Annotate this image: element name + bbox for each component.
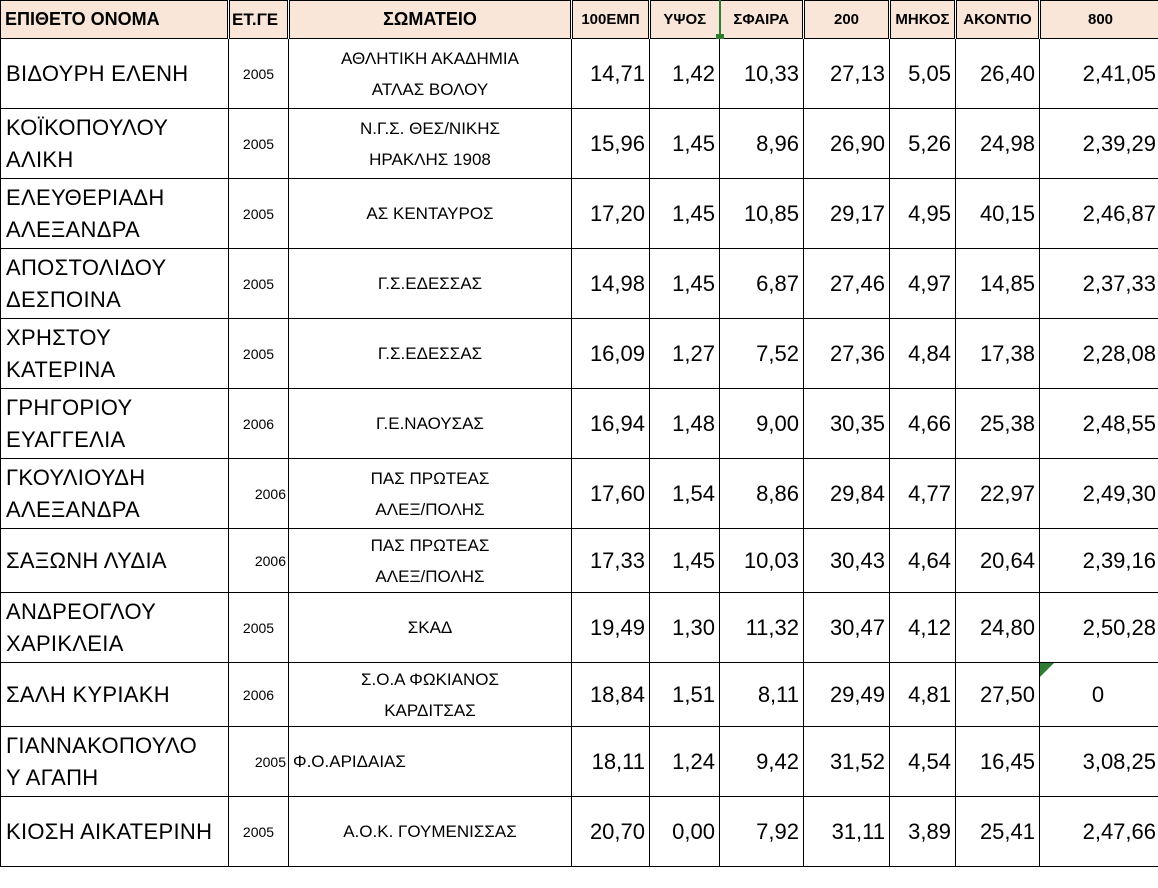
cell-800m[interactable]: 2,47,66: [1040, 797, 1158, 867]
club-line: ΠΑΣ ΠΡΩΤΕΑΣ: [370, 468, 490, 488]
header-100m-hurdles[interactable]: 100ΕΜΠ: [572, 1, 650, 39]
cell-200m[interactable]: 30,43: [804, 529, 890, 593]
name-line: ΓΚΟΥΛΙΟΥΔΗ: [6, 464, 146, 490]
header-club[interactable]: ΣΩΜΑΤΕΙΟ: [289, 1, 572, 39]
header-high-jump[interactable]: ΥΨΟΣ: [650, 1, 720, 39]
cell-long-jump[interactable]: 4,84: [890, 319, 956, 389]
cell-800m[interactable]: 2,46,87: [1040, 179, 1158, 249]
cell-200m[interactable]: 31,52: [804, 727, 890, 797]
club-line: ΗΡΑΚΛΗΣ 1908: [369, 149, 491, 169]
cell-800m[interactable]: 2,48,55: [1040, 389, 1158, 459]
cell-800m[interactable]: 2,28,08: [1040, 319, 1158, 389]
cell-long-jump[interactable]: 4,12: [890, 593, 956, 663]
cell-club[interactable]: [289, 179, 572, 249]
cell-high-jump[interactable]: 1,48: [650, 389, 720, 459]
header-year[interactable]: ΕΤ.ΓΕ: [229, 1, 289, 39]
cell-long-jump[interactable]: 4,95: [890, 179, 956, 249]
club-line: ΑΛΕΞ/ΠΟΛΗΣ: [375, 566, 485, 586]
cell-200m[interactable]: 29,49: [804, 663, 890, 727]
cell-200m[interactable]: 27,36: [804, 319, 890, 389]
cell-club[interactable]: [289, 663, 572, 727]
cell-200m[interactable]: 30,47: [804, 593, 890, 663]
header-200m[interactable]: 200: [804, 1, 890, 39]
cell-athlete-name[interactable]: [1, 249, 229, 319]
table-row: [1, 529, 1158, 593]
name-line: ΑΝΔΡΕΟΓΛΟΥ: [6, 598, 157, 624]
cell-long-jump[interactable]: 4,81: [890, 663, 956, 727]
cell-club[interactable]: [289, 39, 572, 109]
cell-athlete-name[interactable]: [1, 727, 229, 797]
cell-high-jump[interactable]: 1,45: [650, 109, 720, 179]
table-row: [1, 663, 1158, 727]
cell-high-jump[interactable]: 1,45: [650, 249, 720, 319]
selection-fill-handle[interactable]: [716, 34, 724, 39]
cell-athlete-name[interactable]: [1, 319, 229, 389]
cell-high-jump[interactable]: 1,27: [650, 319, 720, 389]
cell-athlete-name[interactable]: [1, 179, 229, 249]
results-body: [1, 39, 1158, 867]
cell-long-jump[interactable]: 4,64: [890, 529, 956, 593]
cell-high-jump[interactable]: 1,42: [650, 39, 720, 109]
cell-javelin[interactable]: 14,85: [956, 249, 1040, 319]
cell-club[interactable]: [289, 593, 572, 663]
cell-long-jump[interactable]: 5,05: [890, 39, 956, 109]
cell-athlete-name[interactable]: [1, 663, 229, 727]
cell-javelin[interactable]: 17,38: [956, 319, 1040, 389]
cell-long-jump[interactable]: 5,26: [890, 109, 956, 179]
name-line: ΑΛΕΞΑΝΔΡΑ: [6, 216, 141, 242]
cell-long-jump[interactable]: 4,77: [890, 459, 956, 529]
cell-birth-year[interactable]: 2005: [229, 727, 289, 797]
cell-athlete-name[interactable]: [1, 593, 229, 663]
header-shot-put[interactable]: ΣΦΑΙΡΑ: [720, 1, 804, 39]
cell-athlete-name[interactable]: [1, 109, 229, 179]
club-line: Ν.Γ.Σ. ΘΕΣ/ΝΙΚΗΣ: [359, 118, 501, 138]
header-row: [1, 1, 1158, 39]
club-line: ΠΑΣ ΠΡΩΤΕΑΣ: [370, 535, 490, 555]
club-line: Φ.Ο.ΑΡΙΔΑΙΑΣ: [293, 752, 406, 771]
cell-200m[interactable]: 26,90: [804, 109, 890, 179]
table-row: [1, 319, 1158, 389]
table-row: [1, 727, 1158, 797]
cell-club[interactable]: [289, 727, 572, 797]
cell-birth-year[interactable]: 2005: [229, 249, 289, 319]
cell-value: 0: [1091, 681, 1105, 707]
cell-club[interactable]: [289, 797, 572, 867]
name-line: ΧΑΡΙΚΛΕΙΑ: [6, 630, 124, 656]
name-line: ΓΡΗΓΟΡΙΟΥ: [6, 394, 133, 420]
cell-birth-year[interactable]: 2006: [229, 529, 289, 593]
club-line: Γ.Σ.ΕΔΕΣΣΑΣ: [377, 344, 483, 363]
cell-club[interactable]: [289, 249, 572, 319]
cell-200m[interactable]: 29,17: [804, 179, 890, 249]
cell-high-jump[interactable]: 1,51: [650, 663, 720, 727]
cell-javelin[interactable]: 20,64: [956, 529, 1040, 593]
cell-long-jump[interactable]: 4,66: [890, 389, 956, 459]
cell-birth-year[interactable]: 2005: [229, 797, 289, 867]
cell-athlete-name[interactable]: [1, 39, 229, 109]
name-line: ΚΟΪΚΟΠΟΥΛΟΥ: [6, 114, 169, 140]
cell-club[interactable]: [289, 319, 572, 389]
table-row: [1, 39, 1158, 109]
cell-high-jump[interactable]: 1,45: [650, 179, 720, 249]
cell-800m[interactable]: 2,37,33: [1040, 249, 1158, 319]
club-line: Γ.Σ.ΕΔΕΣΣΑΣ: [377, 274, 483, 293]
cell-long-jump[interactable]: 4,54: [890, 727, 956, 797]
cell-birth-year[interactable]: 2006: [229, 459, 289, 529]
club-line: ΑΤΛΑΣ ΒΟΛΟΥ: [371, 79, 489, 99]
club-line: ΚΑΡΔΙΤΣΑΣ: [384, 700, 476, 720]
table-row: [1, 179, 1158, 249]
cell-club[interactable]: [289, 459, 572, 529]
cell-shot-put[interactable]: 7,52: [720, 319, 804, 389]
header-name[interactable]: ΕΠΙΘΕΤΟ ΟΝΟΜΑ: [1, 1, 229, 39]
cell-shot-put[interactable]: 8,11: [720, 663, 804, 727]
name-line: ΑΛΙΚΗ: [6, 146, 74, 172]
cell-100m-hurdles[interactable]: 19,49: [572, 593, 650, 663]
cell-high-jump[interactable]: 0,00: [650, 797, 720, 867]
cell-100m-hurdles[interactable]: 17,20: [572, 179, 650, 249]
cell-shot-put[interactable]: 9,00: [720, 389, 804, 459]
name-line: ΑΠΟΣΤΟΛΙΔΟΥ: [6, 254, 167, 280]
header-long-jump[interactable]: ΜΗΚΟΣ: [890, 1, 956, 39]
cell-birth-year[interactable]: 2005: [229, 319, 289, 389]
table-row: [1, 459, 1158, 529]
cell-100m-hurdles[interactable]: 16,09: [572, 319, 650, 389]
cell-shot-put[interactable]: 10,33: [720, 39, 804, 109]
cell-club[interactable]: [289, 529, 572, 593]
cell-100m-hurdles[interactable]: 15,96: [572, 109, 650, 179]
cell-birth-year[interactable]: 2005: [229, 593, 289, 663]
cell-100m-hurdles[interactable]: 16,94: [572, 389, 650, 459]
cell-club[interactable]: [289, 389, 572, 459]
cell-100m-hurdles[interactable]: 17,60: [572, 459, 650, 529]
table-row: [1, 389, 1158, 459]
name-line: ΣΑΛΗ ΚΥΡΙΑΚΗ: [6, 681, 170, 707]
cell-long-jump[interactable]: 3,89: [890, 797, 956, 867]
cell-800m[interactable]: 2,49,30: [1040, 459, 1158, 529]
cell-javelin[interactable]: 16,45: [956, 727, 1040, 797]
error-indicator-icon: [1040, 663, 1054, 677]
cell-high-jump[interactable]: 1,45: [650, 529, 720, 593]
club-line: ΣΚΑΔ: [407, 618, 453, 637]
name-line: ΓΙΑΝΝΑΚΟΠΟΥΛΟ: [6, 732, 198, 758]
cell-high-jump[interactable]: 1,24: [650, 727, 720, 797]
cell-shot-put[interactable]: 9,42: [720, 727, 804, 797]
cell-200m[interactable]: 27,46: [804, 249, 890, 319]
table-row: [1, 593, 1158, 663]
cell-high-jump[interactable]: 1,30: [650, 593, 720, 663]
table-row: [1, 797, 1158, 867]
cell-800m[interactable]: 3,08,25: [1040, 727, 1158, 797]
cell-athlete-name[interactable]: [1, 389, 229, 459]
cell-100m-hurdles[interactable]: 18,84: [572, 663, 650, 727]
header-800m[interactable]: 800: [1040, 1, 1158, 39]
cell-800m[interactable]: 2,41,05: [1040, 39, 1158, 109]
table-row: [1, 109, 1158, 179]
cell-shot-put[interactable]: 11,32: [720, 593, 804, 663]
cell-200m[interactable]: 30,35: [804, 389, 890, 459]
cell-javelin[interactable]: 24,80: [956, 593, 1040, 663]
cell-100m-hurdles[interactable]: 14,98: [572, 249, 650, 319]
club-line: Σ.Ο.Α ΦΩΚΙΑΝΟΣ: [361, 669, 499, 689]
cell-birth-year[interactable]: 2006: [229, 663, 289, 727]
name-line: ΔΕΣΠΟΙΝΑ: [6, 286, 122, 312]
cell-100m-hurdles[interactable]: 20,70: [572, 797, 650, 867]
name-line: ΑΛΕΞΑΝΔΡΑ: [6, 496, 141, 522]
cell-shot-put[interactable]: 8,86: [720, 459, 804, 529]
cell-birth-year[interactable]: 2005: [229, 179, 289, 249]
cell-javelin[interactable]: 22,97: [956, 459, 1040, 529]
cell-javelin[interactable]: 25,38: [956, 389, 1040, 459]
name-line: ΚΑΤΕΡΙΝΑ: [6, 356, 116, 382]
name-line: ΧΡΗΣΤΟΥ: [6, 324, 112, 350]
cell-800m[interactable]: 2,50,28: [1040, 593, 1158, 663]
name-line: ΚΙΟΣΗ ΑΙΚΑΤΕΡΙΝΗ: [6, 818, 213, 844]
cell-shot-put[interactable]: 10,03: [720, 529, 804, 593]
cell-athlete-name[interactable]: [1, 459, 229, 529]
club-line: Α.Ο.Κ. ΓΟΥΜΕΝΙΣΣΑΣ: [343, 822, 517, 841]
name-line: ΣΑΞΩΝΗ ΛΥΔΙΑ: [6, 547, 167, 573]
cell-birth-year[interactable]: 2005: [229, 109, 289, 179]
cell-shot-put[interactable]: 6,87: [720, 249, 804, 319]
cell-200m[interactable]: 27,13: [804, 39, 890, 109]
cell-800m[interactable]: 2,39,16: [1040, 529, 1158, 593]
cell-athlete-name[interactable]: [1, 797, 229, 867]
cell-shot-put[interactable]: 8,96: [720, 109, 804, 179]
cell-javelin[interactable]: 26,40: [956, 39, 1040, 109]
cell-long-jump[interactable]: 4,97: [890, 249, 956, 319]
cell-birth-year[interactable]: 2006: [229, 389, 289, 459]
cell-shot-put[interactable]: 10,85: [720, 179, 804, 249]
cell-200m[interactable]: 31,11: [804, 797, 890, 867]
club-line: ΑΘΛΗΤΙΚΗ ΑΚΑΔΗΜΙΑ: [341, 48, 519, 68]
cell-800m[interactable]: [1040, 663, 1158, 727]
cell-javelin[interactable]: 40,15: [956, 179, 1040, 249]
cell-800m[interactable]: 2,39,29: [1040, 109, 1158, 179]
name-line: Υ ΑΓΑΠΗ: [6, 764, 99, 790]
cell-birth-year[interactable]: 2005: [229, 39, 289, 109]
cell-javelin[interactable]: 27,50: [956, 663, 1040, 727]
club-line: ΑΣ ΚΕΝΤΑΥΡΟΣ: [366, 204, 494, 223]
cell-javelin[interactable]: 25,41: [956, 797, 1040, 867]
table-row: [1, 249, 1158, 319]
cell-100m-hurdles[interactable]: 17,33: [572, 529, 650, 593]
name-line: ΕΥΑΓΓΕΛΙΑ: [6, 426, 126, 452]
cell-100m-hurdles[interactable]: 14,71: [572, 39, 650, 109]
cell-200m[interactable]: 29,84: [804, 459, 890, 529]
cell-100m-hurdles[interactable]: 18,11: [572, 727, 650, 797]
header-javelin[interactable]: ΑΚΟΝΤΙΟ: [956, 1, 1040, 39]
cell-shot-put[interactable]: 7,92: [720, 797, 804, 867]
club-line: ΑΛΕΞ/ΠΟΛΗΣ: [375, 499, 485, 519]
name-line: ΕΛΕΥΘΕΡΙΑΔΗ: [6, 184, 165, 210]
club-line: Γ.Ε.ΝΑΟΥΣΑΣ: [376, 414, 484, 433]
cell-club[interactable]: [289, 109, 572, 179]
name-line: ΒΙΔΟΥΡΗ ΕΛΕΝΗ: [6, 60, 189, 86]
cell-athlete-name[interactable]: [1, 529, 229, 593]
cell-javelin[interactable]: 24,98: [956, 109, 1040, 179]
cell-high-jump[interactable]: 1,54: [650, 459, 720, 529]
